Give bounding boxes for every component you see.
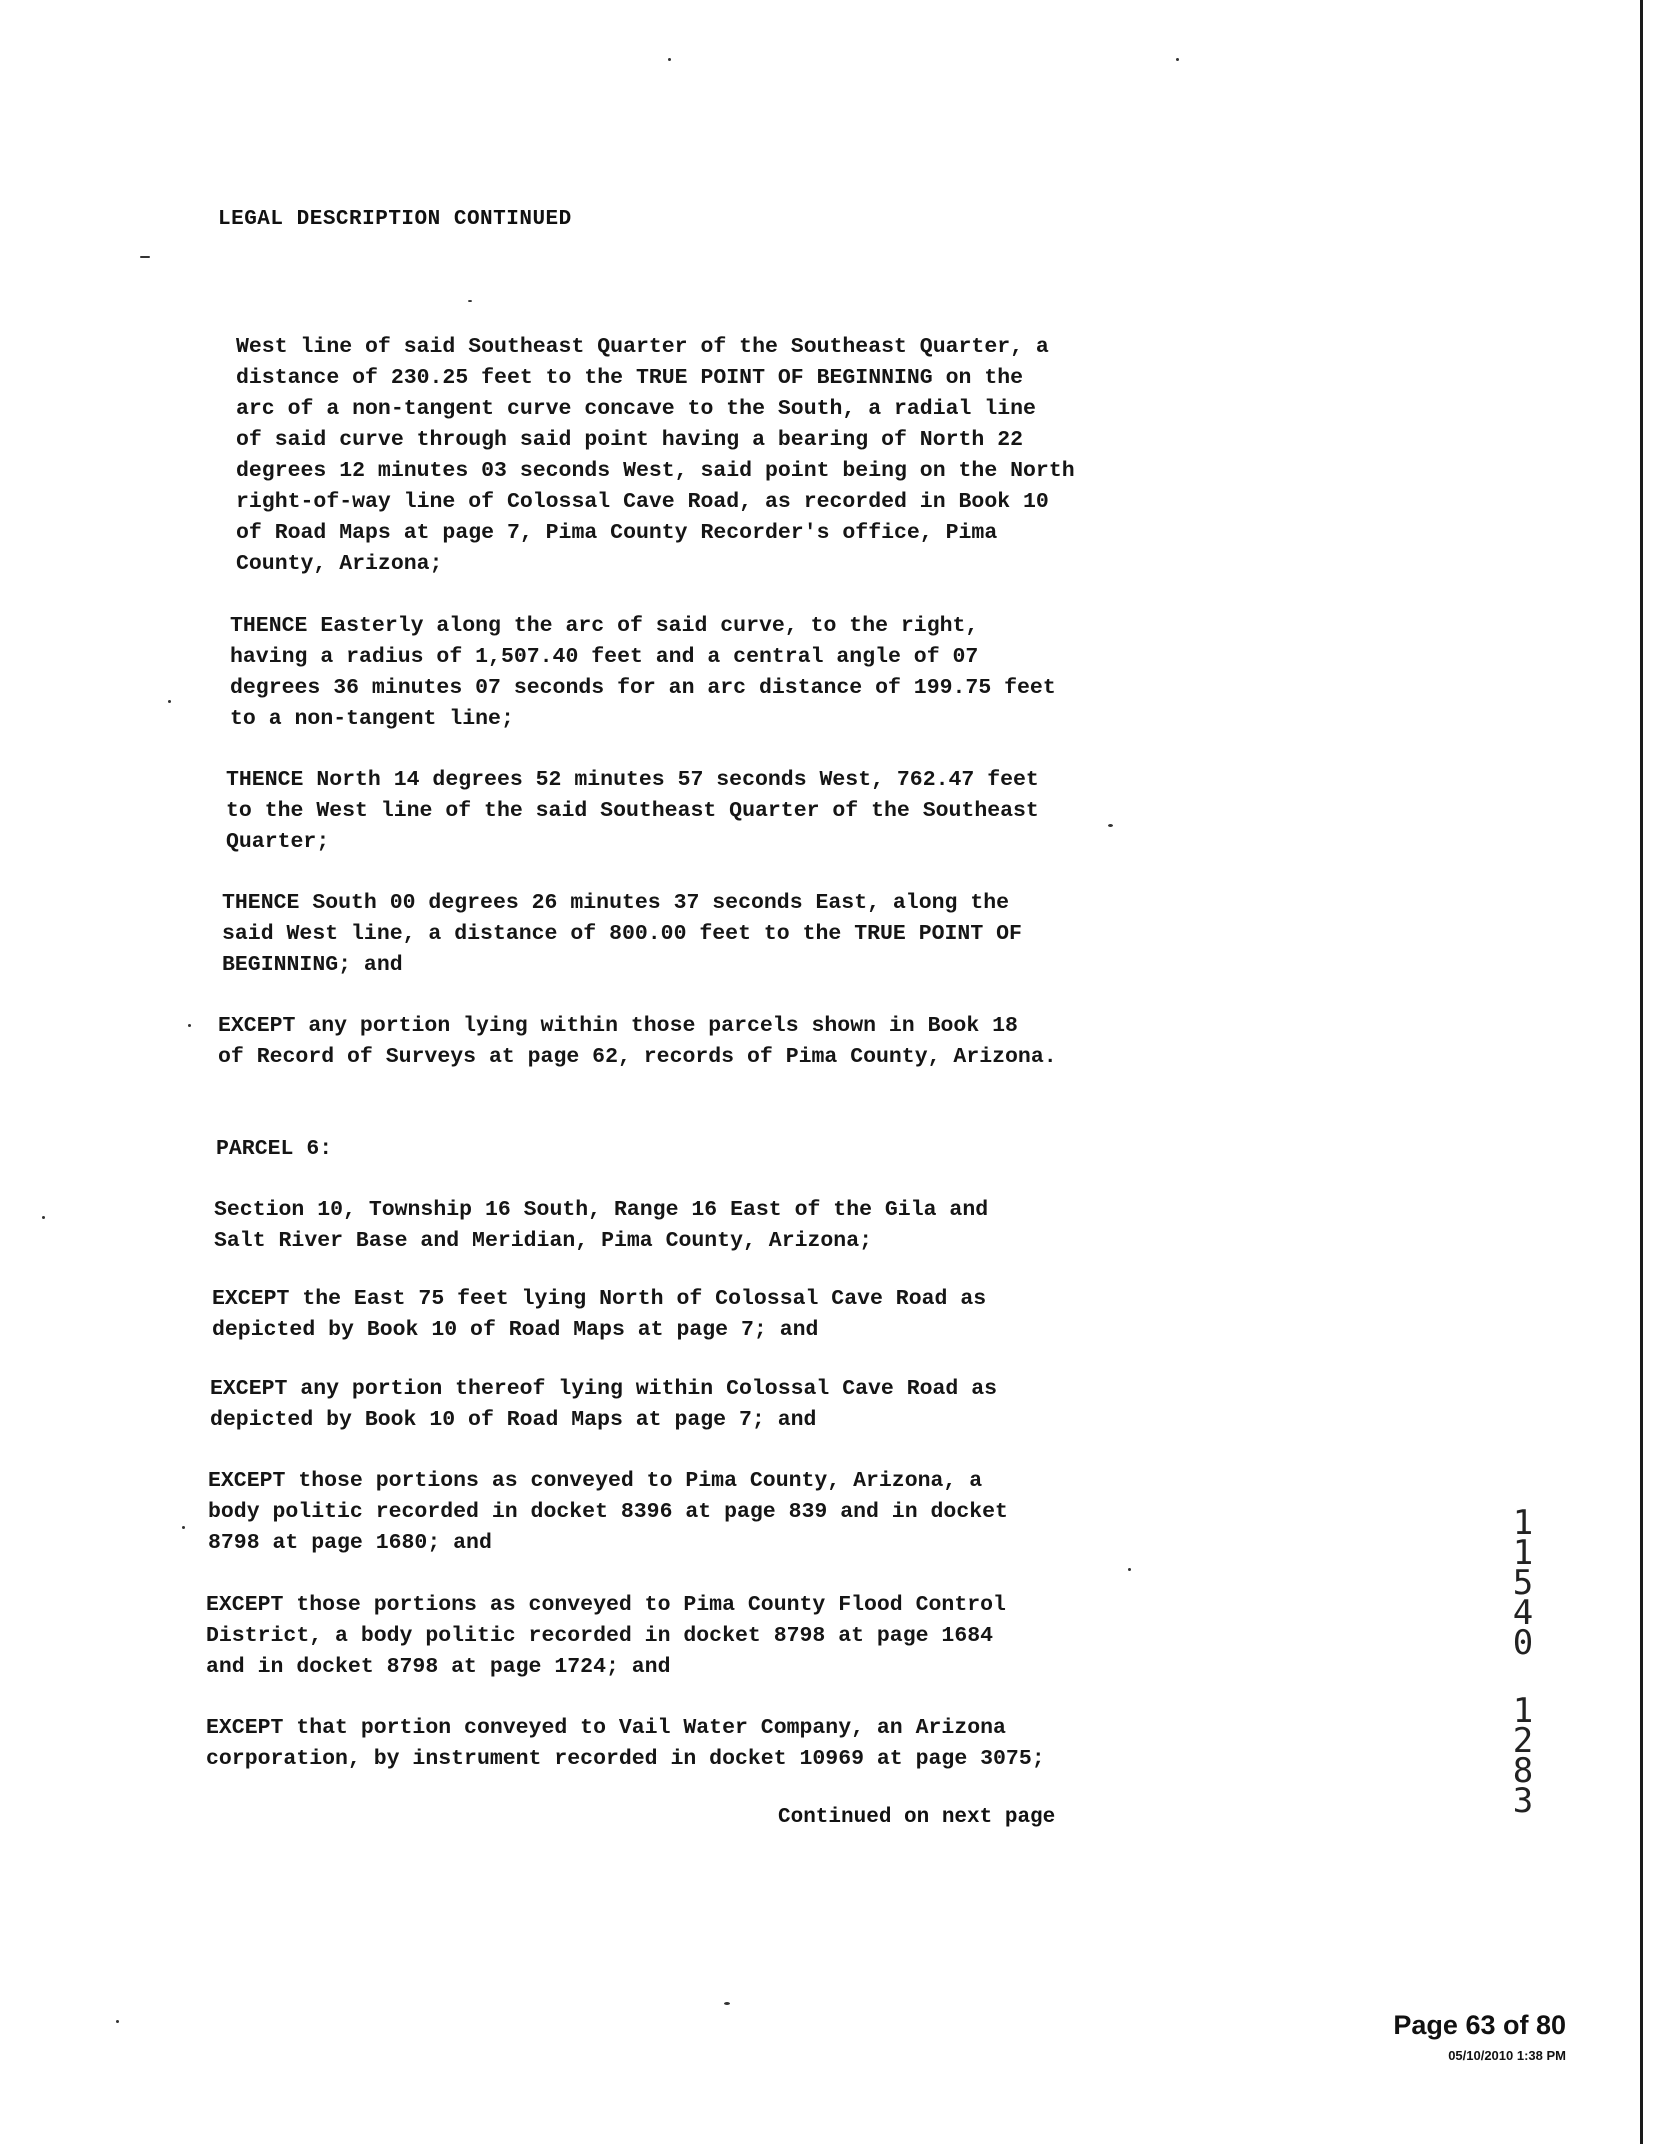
scan-speck xyxy=(42,1216,45,1219)
legal-paragraph-8: EXCEPT any portion thereof lying within Colossal Cave Road as depicted by Book 10 of Road Maps at page 7; and xyxy=(210,1377,998,1432)
scan-speck xyxy=(182,1526,185,1529)
page-edge-line xyxy=(1640,0,1643,2144)
legal-paragraph-4: THENCE South 00 degrees 26 minutes 37 seconds East, along the said West line, a distance of 800.00 feet to the TRUE POINT OF BEGINNING; and xyxy=(222,891,1022,977)
scan-speck xyxy=(140,256,150,258)
scan-speck xyxy=(188,1024,191,1027)
recording-stamp-docket: 1 1 5 4 0 xyxy=(1512,1503,1534,1663)
legal-paragraph-2: THENCE Easterly along the arc of said curve, to the right, having a radius of 1,507.40 feet and a central angle of 07 degrees 36 minutes 07 seconds for an arc distance of 199.75 feet to a non-tangent line; xyxy=(230,614,1056,731)
page-number: Page 63 of 80 xyxy=(1393,2010,1566,2040)
print-timestamp: 05/10/2010 1:38 PM xyxy=(1448,2048,1566,2063)
legal-paragraph-5: EXCEPT any portion lying within those parcels shown in Book 18 of Record of Surveys at page 62, records of Pima County, Arizona. xyxy=(218,1014,1057,1069)
recording-stamp-page: 1 2 8 3 xyxy=(1512,1691,1534,1821)
section-heading: LEGAL DESCRIPTION CONTINUED xyxy=(218,208,572,231)
legal-paragraph-11: EXCEPT that portion conveyed to Vail Water Company, an Arizona corporation, by instrument recorded in docket 10969 at page 3075; xyxy=(206,1716,1045,1771)
parcel-heading: PARCEL 6: xyxy=(216,1137,333,1161)
scan-speck xyxy=(724,2002,730,2005)
legal-paragraph-7: EXCEPT the East 75 feet lying North of Colossal Cave Road as depicted by Book 10 of Road Maps at page 7; and xyxy=(212,1287,987,1342)
legal-paragraph-9: EXCEPT those portions as conveyed to Pima County, Arizona, a body politic recorded in docket 8396 at page 839 and in docket 8798 at page 1680; and xyxy=(208,1469,1008,1555)
scan-speck xyxy=(1128,1568,1131,1571)
scan-speck xyxy=(168,700,171,703)
legal-paragraph-3: THENCE North 14 degrees 52 minutes 57 seconds West, 762.47 feet to the West line of the said Southeast Quarter of the Southeast Quarter; xyxy=(226,768,1039,854)
scan-speck xyxy=(468,300,472,302)
scan-speck xyxy=(1108,824,1113,827)
legal-paragraph-6: Section 10, Township 16 South, Range 16 East of the Gila and Salt River Base and Meridian, Pima County, Arizona; xyxy=(214,1198,989,1253)
legal-paragraph-10: EXCEPT those portions as conveyed to Pima County Flood Control District, a body politic recorded in docket 8798 at page 1684 and in docket 8798 at page 1724; and xyxy=(206,1593,1006,1679)
legal-paragraph-1: West line of said Southeast Quarter of the Southeast Quarter, a distance of 230.25 feet to the TRUE POINT OF BEGINNING on the arc of a non-tangent curve concave to the South, a radial line of said curve through said point having a bearing of North 22 degrees 12 minutes 03 seconds West, said point being on the North right-of-way line of Colossal Cave Road, as recorded in Book 10 of Road Maps at page 7, Pima County Recorder's office, Pima County, Arizona; xyxy=(236,335,1075,576)
scan-speck xyxy=(668,58,671,61)
continued-note: Continued on next page xyxy=(778,1806,1056,1829)
scan-speck xyxy=(116,2020,119,2023)
scan-speck xyxy=(1176,58,1179,61)
